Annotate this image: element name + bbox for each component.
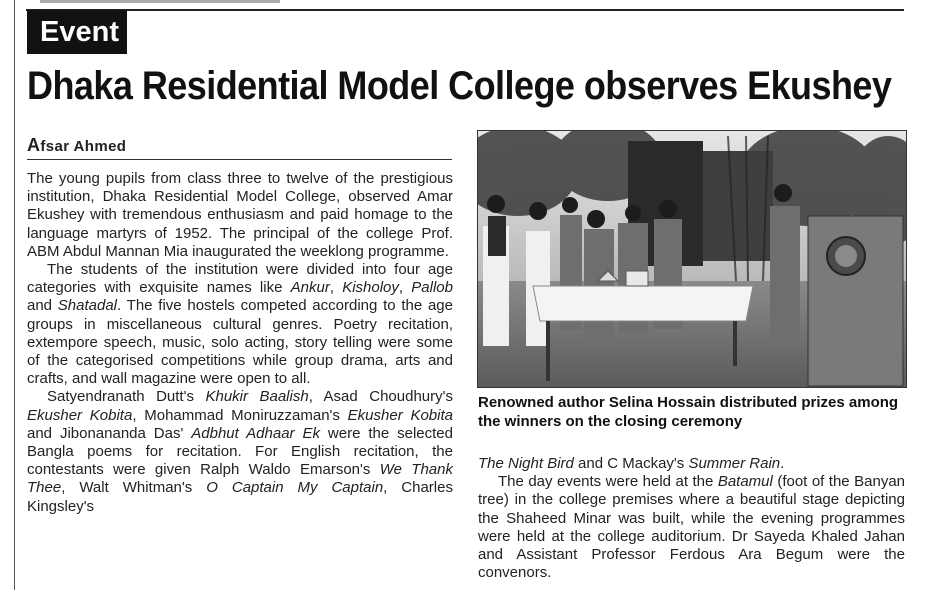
ceremony-photo-image [478,131,907,388]
paragraph: The day events were held at the Batamul (foot of the Banyan tree) in the college premises where a beautiful stage depicting the Shaheed Minar was built, while the evening programmes were held at the college auditorium. Dr Sayeda Khaled Jahan and Assistant Professor Ferdous Ara Begum were the convenors. [478,473,906,582]
article-body-left [27,170,453,516]
section-rule [26,9,904,11]
byline: Afsar Ahmed [27,135,452,160]
paragraph: The Night Bird and C Mackay's Summer Rain. [478,455,785,472]
paragraph: The students of the institution were divided into four age categories with exquisite names like Ankur, Kisholoy, Pallob and Shatadal. The five hostels competed according to the age groups in miscellaneous cultural genres. Poetry recitation, extempore speech, music, solo acting, story telling were some of the categorised competitions while group drama, arts and crafts, and wall magazine were open to all. [27,261,453,388]
paragraph: Satyendranath Dutt's Khukir Baalish, Asad Choudhury's Ekusher Kobita, Mohammad Moniruzzaman's Ekusher Kobita and Jibonananda Das' Adbhut Adhaar Ek were the selected Bangla poems for recitation. For English recitation, the contestants were given Ralph Waldo Emarson's We Thank Thee, Walt Whitman's O Captain My Captain, Charles Kingsley's [27,388,453,515]
event-photo [477,130,907,388]
article-body-right [478,455,905,582]
photo-caption: Renowned author Selina Hossain distributed prizes among the winners on the closing ceremony [478,394,899,430]
column-rule-left [14,0,15,590]
headline: Dhaka Residential Model College observes Ekushey [27,64,892,108]
section-tag: Event [27,10,127,54]
paragraph: The young pupils from class three to twelve of the prestigious institution, Dhaka Residential Model College, observed Amar Ekushey with tremendous enthusiasm and paid homage to the language martyrs of 1952. The principal of the college Prof. ABM Abdul Mannan Mia inaugurated the weeklong programme. [27,170,453,260]
top-edge-strip [40,0,280,3]
